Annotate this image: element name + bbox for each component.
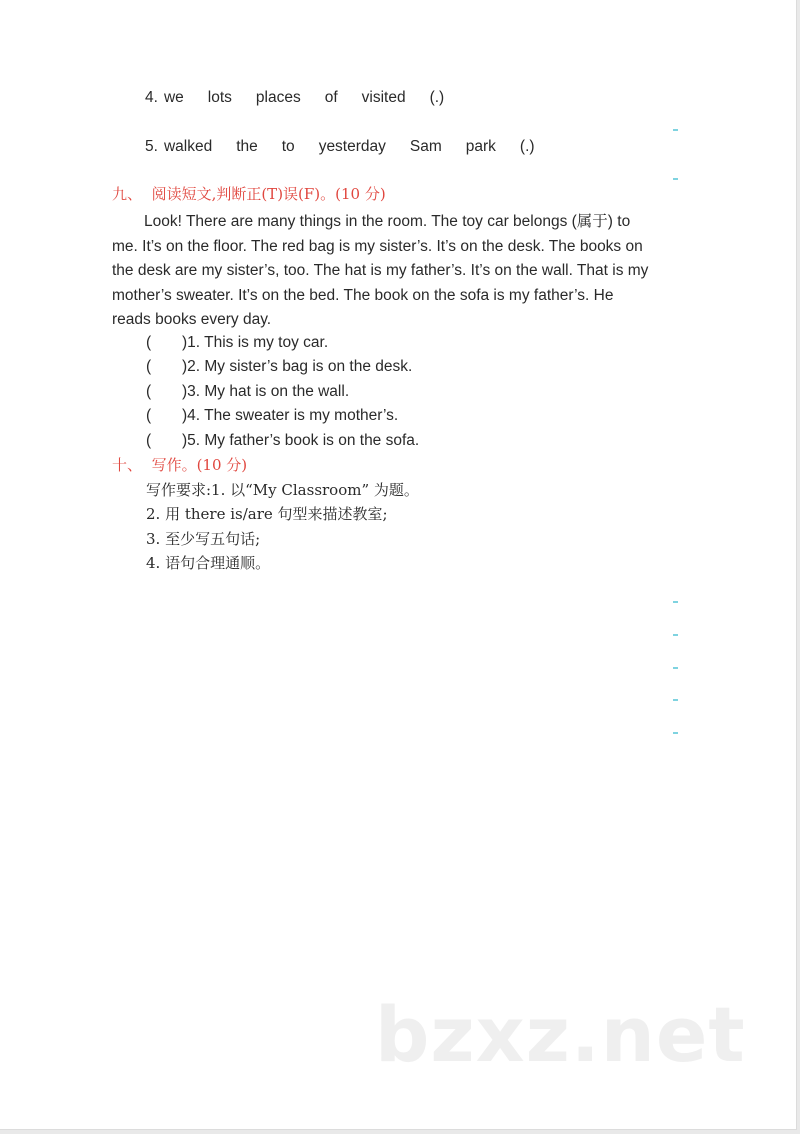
- section-number: 十、: [112, 456, 143, 474]
- reorder-item-5: [145, 137, 559, 157]
- statement-text: )4. The sweater is my mother’s.: [182, 407, 399, 424]
- passage-line: Look! There are many things in the room. The toy car belongs (属于) to: [144, 213, 631, 230]
- margin-marker: [673, 699, 678, 701]
- reorder-item-4: [145, 88, 468, 108]
- margin-marker: [673, 178, 678, 180]
- word: places: [255, 89, 301, 106]
- watermark: bzxz.net: [375, 990, 746, 1079]
- margin-marker: [673, 634, 678, 636]
- answer-blank[interactable]: (: [146, 407, 152, 424]
- section-number: 九、: [112, 185, 143, 203]
- margin-marker: [673, 732, 678, 734]
- tf-statement-1: [146, 333, 328, 353]
- section-10-heading: [112, 455, 247, 475]
- writing-requirement-2: 2. 用 there is/are 句型来描述教室;: [146, 505, 388, 523]
- passage-line: reads books every day.: [112, 311, 272, 328]
- statement-text: )2. My sister’s bag is on the desk.: [182, 358, 413, 375]
- tf-statement-5: [146, 431, 419, 451]
- word: (.): [429, 89, 445, 106]
- section-title: 写作。(10 分): [151, 456, 248, 474]
- section-9-heading: [112, 184, 386, 204]
- passage-line: the desk are my sister’s, too. The hat is my father’s. It’s on the wall. That is my: [112, 262, 649, 279]
- reading-passage: [112, 210, 692, 333]
- writing-requirement-3: 3. 至少写五句话;: [146, 530, 261, 548]
- item-number: 5.: [145, 138, 158, 155]
- word: (.): [519, 138, 535, 155]
- passage-line: mother’s sweater. It’s on the bed. The book on the sofa is my father’s. He: [112, 286, 614, 304]
- word: of: [324, 89, 338, 106]
- word: park: [465, 138, 496, 155]
- statement-text: )3. My hat is on the wall.: [182, 383, 350, 400]
- margin-marker: [673, 667, 678, 669]
- answer-blank[interactable]: (: [146, 358, 152, 375]
- margin-marker: [673, 601, 678, 603]
- answer-blank[interactable]: (: [146, 334, 152, 351]
- answer-blank[interactable]: (: [146, 432, 152, 449]
- word: yesterday: [318, 138, 386, 155]
- tf-statement-4: [146, 406, 398, 426]
- answer-blank[interactable]: (: [146, 383, 152, 400]
- tf-statement-2: [146, 357, 412, 377]
- tf-statement-3: [146, 382, 349, 402]
- writing-requirement-1: 写作要求:1. 以“My Classroom” 为题。: [146, 481, 419, 499]
- passage-line: me. It’s on the floor. The red bag is my sister’s. It’s on the desk. The books on: [112, 237, 643, 255]
- word: walked: [163, 138, 213, 155]
- section-title: 阅读短文,判断正(T)误(F)。(10 分): [151, 185, 386, 203]
- item-number: 4.: [145, 89, 158, 106]
- word: we: [163, 89, 184, 106]
- word: lots: [207, 89, 232, 106]
- writing-requirement-4: 4. 语句合理通顺。: [146, 554, 271, 572]
- word: the: [236, 138, 258, 155]
- word: to: [281, 138, 295, 155]
- margin-marker: [673, 129, 678, 131]
- word: Sam: [409, 138, 442, 155]
- statement-text: )5. My father’s book is on the sofa.: [182, 432, 420, 449]
- statement-text: )1. This is my toy car.: [182, 334, 329, 351]
- word: visited: [361, 89, 406, 106]
